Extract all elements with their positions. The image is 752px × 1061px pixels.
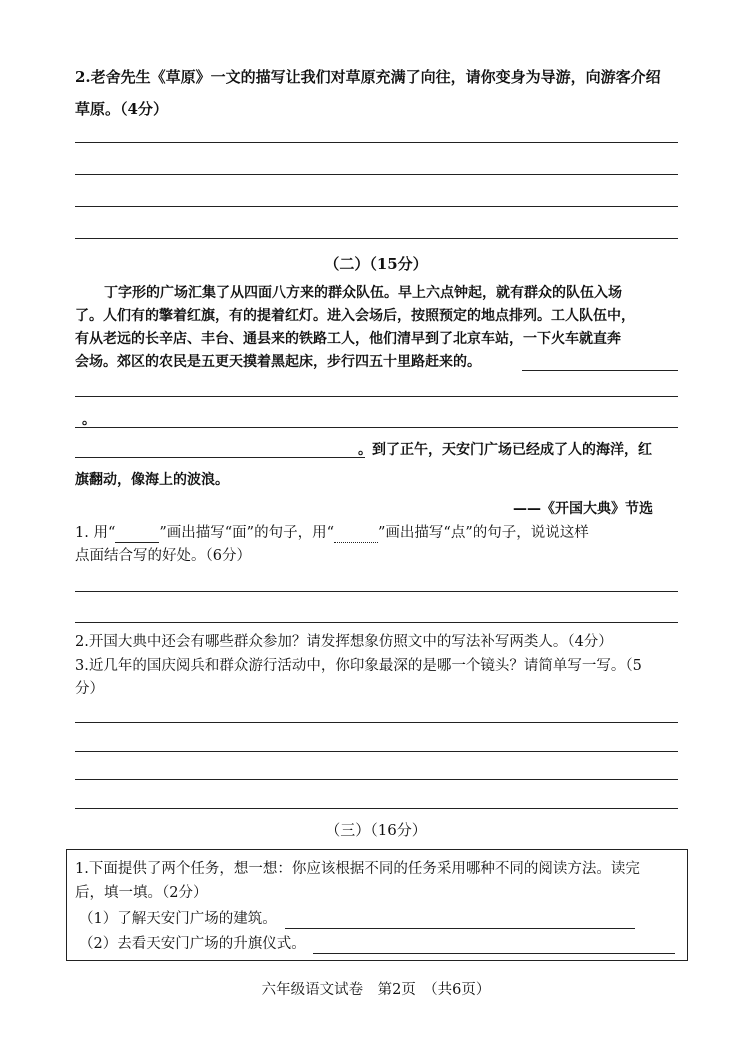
task1-answer-line[interactable] <box>285 928 635 929</box>
s2-q1-text-b: ”画出描写“面”的句子，用“ <box>159 525 335 541</box>
passage-source: ——《开国大典》节选 <box>513 501 653 517</box>
dotted-underline-sample <box>334 527 378 543</box>
s2-q3-line1: 3.近几年的国庆阅兵和群众游行活动中，你印象最深的是哪一个镜头？请简单写一写。（5 <box>75 658 642 674</box>
s2-q1-line2: 点面结合写的好处。（6分） <box>75 548 251 564</box>
answer-line[interactable] <box>75 174 678 175</box>
s3-box-line1: 1.下面提供了两个任务，想一想：你应该根据不同的任务采用哪种不同的阅读方法。读完 <box>75 861 640 877</box>
answer-line[interactable] <box>75 779 678 780</box>
section2-heading: （二）（15分） <box>324 255 428 273</box>
s3-task2: （2）去看天安门广场的升旗仪式。 <box>79 936 306 952</box>
q2-grassland-line1: 2.老舍先生《草原》一文的描写让我们对草原充满了向往，请你变身为导游，向游客介绍 <box>75 68 661 86</box>
passage-blank[interactable] <box>75 396 678 397</box>
answer-line[interactable] <box>75 238 678 239</box>
answer-line[interactable] <box>75 591 678 592</box>
passage-blank[interactable] <box>75 457 365 458</box>
s2-q2: 2.开国大典中还会有哪些群众参加？请发挥想象仿照文中的写法补写两类人。（4分） <box>75 634 613 650</box>
passage-line5-end: 。 <box>82 412 96 428</box>
passage-line6-end: 。到了正午，天安门广场已经成了人的海洋，红 <box>358 442 652 458</box>
passage-line3: 有从老远的长辛店、丰台、通县来的铁路工人，他们清早到了北京车站，一下火车就直奔 <box>75 331 621 347</box>
s2-q1-text-c: ”画出描写“点”的句子，说说这样 <box>378 525 589 541</box>
answer-line[interactable] <box>75 206 678 207</box>
passage-line4: 会场。郊区的农民是五更天摸着黑起床，步行四五十里路赶来的。 <box>75 354 481 370</box>
s2-q1-line1 <box>75 523 589 543</box>
answer-line[interactable] <box>75 142 678 143</box>
answer-line[interactable] <box>75 808 678 809</box>
answer-line[interactable] <box>75 622 678 623</box>
s2-q1-text-a: 1. 用“ <box>75 525 116 541</box>
answer-line[interactable] <box>75 722 678 723</box>
page-footer: 六年级语文试卷 第2页 （共6页） <box>261 982 491 998</box>
passage-line2: 了。人们有的擎着红旗，有的提着红灯。进入会场后，按照预定的地点排列。工人队伍中， <box>75 308 635 324</box>
passage-blank[interactable] <box>522 370 678 371</box>
section3-heading: （三）（16分） <box>325 821 427 839</box>
answer-line[interactable] <box>75 751 678 752</box>
passage-line7: 旗翻动，像海上的波浪。 <box>75 472 229 488</box>
q2-grassland-line2: 草原。（4分） <box>75 100 168 118</box>
s2-q3-line2: 分） <box>75 681 104 697</box>
task2-answer-line[interactable] <box>313 953 675 954</box>
s3-box-line2: 后，填一填。（2分） <box>75 885 208 901</box>
passage-line1: 丁字形的广场汇集了从四面八方来的群众队伍。早上六点钟起，就有群众的队伍入场 <box>104 285 622 301</box>
s3-task1: （1）了解天安门广场的建筑。 <box>79 911 277 927</box>
passage-blank[interactable] <box>75 427 678 428</box>
solid-underline-sample <box>115 527 159 543</box>
